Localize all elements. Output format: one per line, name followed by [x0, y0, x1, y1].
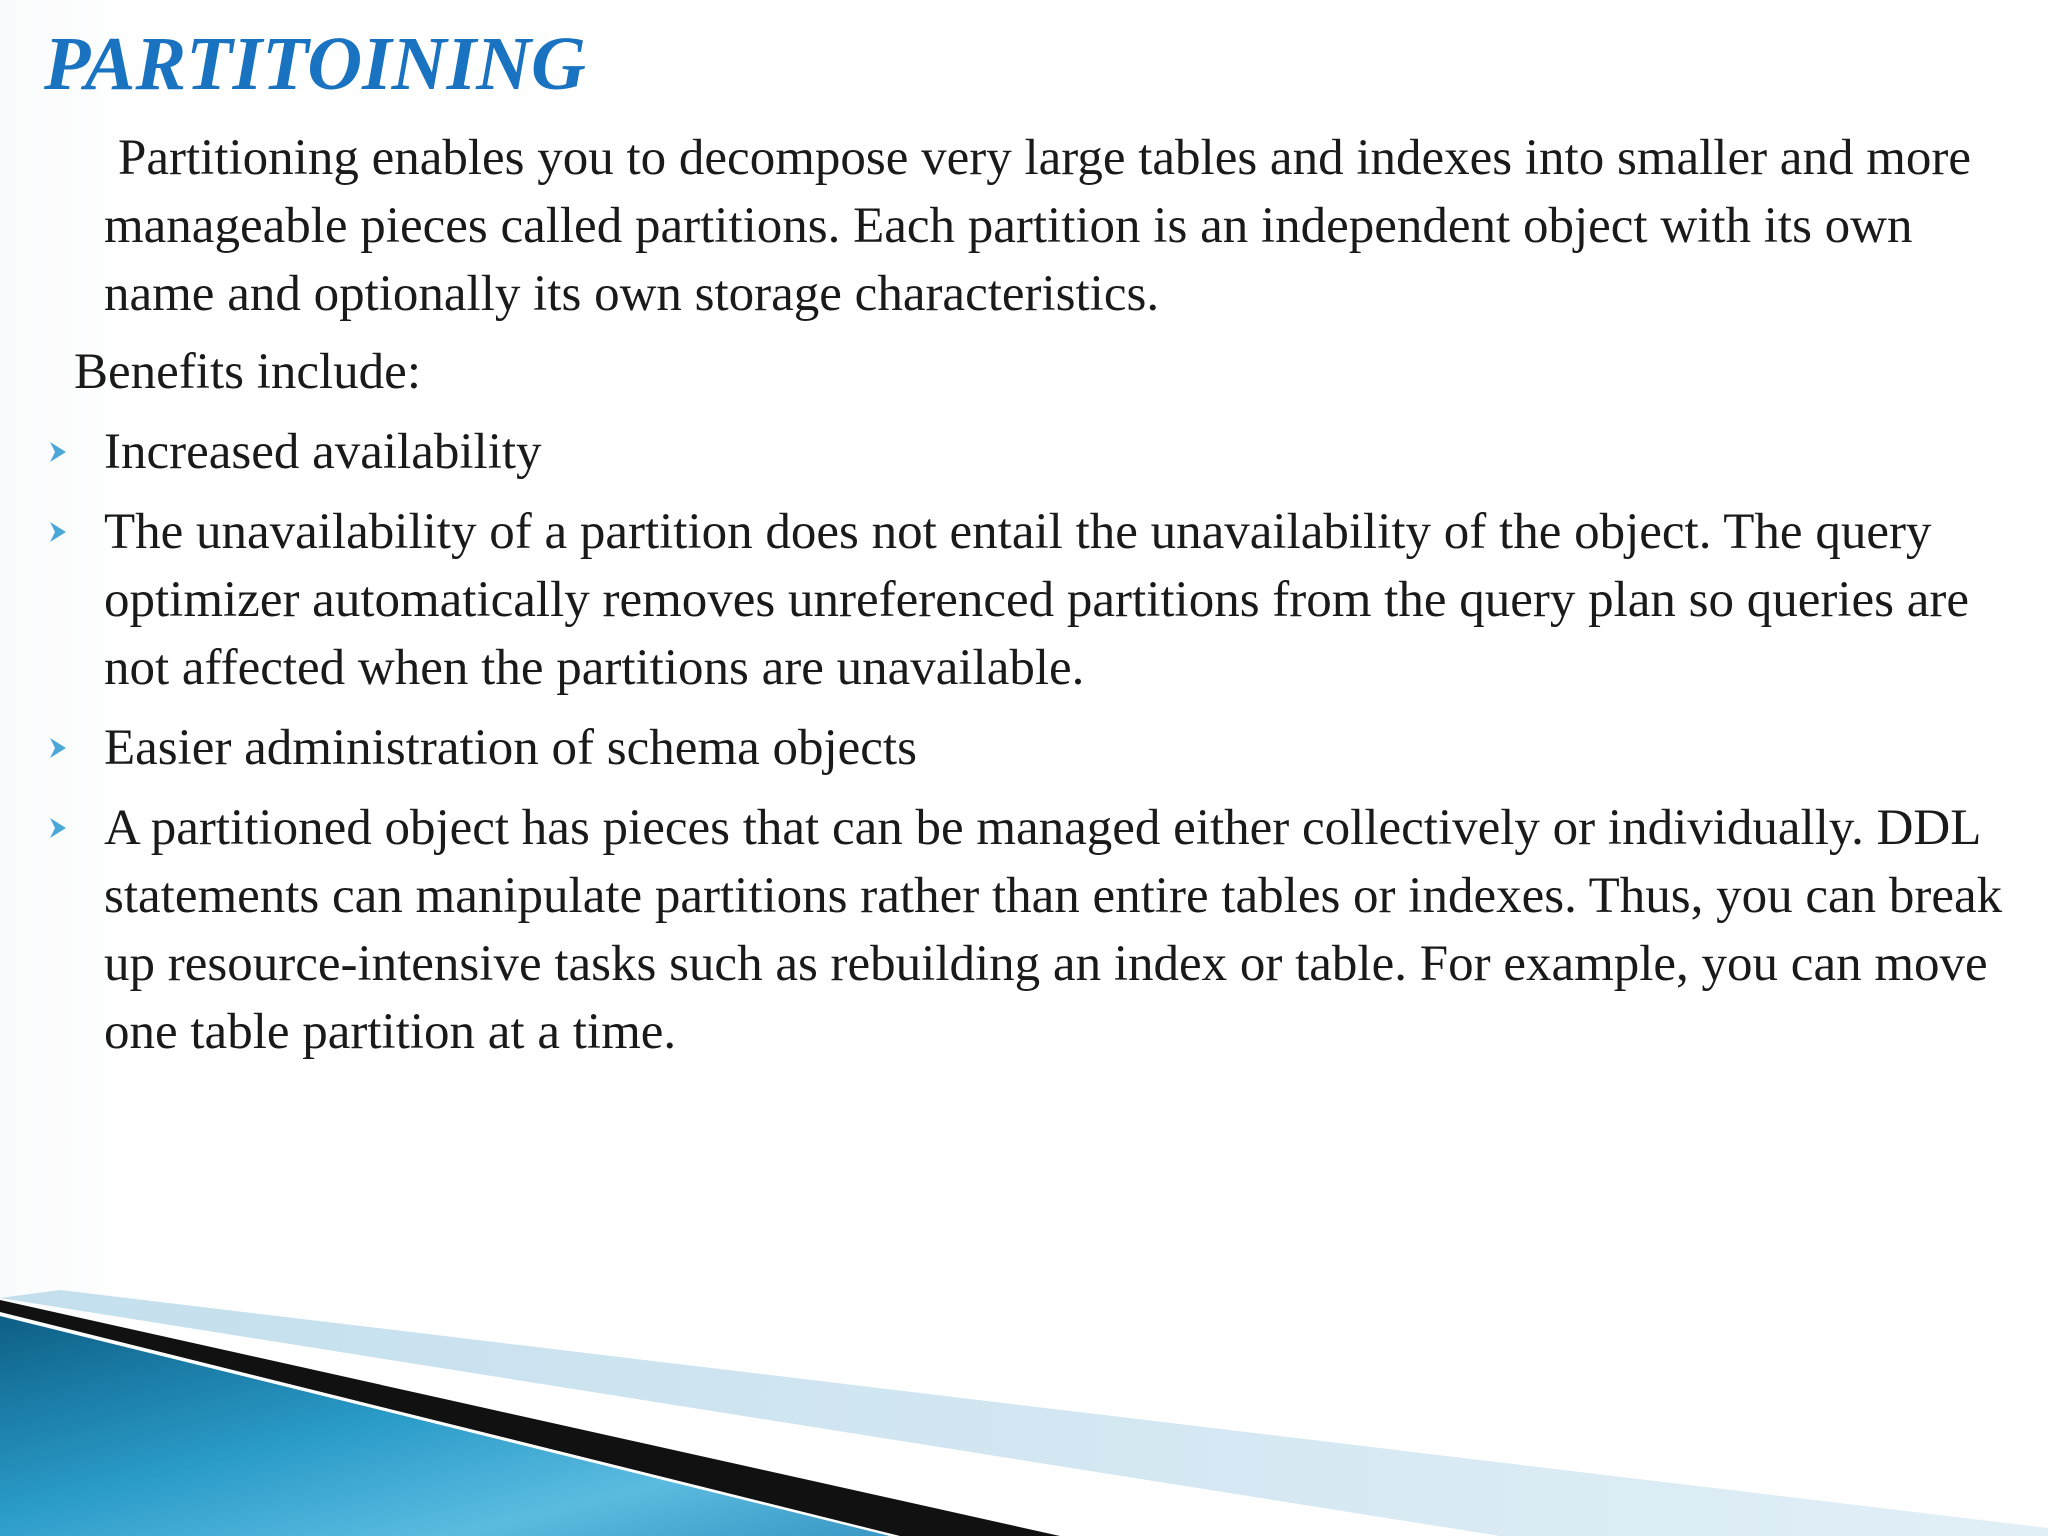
bullet-text: Easier administration of schema objects [104, 720, 917, 776]
arrowhead-bullet-icon [48, 816, 68, 840]
bullet-list [0, 418, 2048, 1078]
slide-title: PARTITOINING [44, 22, 586, 106]
bullet-text: Increased availability [104, 424, 542, 480]
bullet-text: A partitioned object has pieces that can be managed either collectively or individually. DDL statements can manipulate partitions rather than entire tables or indexes. Thus, you can break up resource-intensive tasks such as rebuilding an index or table. For example, you can move one table partition at a time. [104, 800, 2003, 1060]
decorative-swoosh [0, 1290, 2048, 1536]
intro-paragraph: Partitioning enables you to decompose very large tables and indexes into smaller and more manageable pieces called partitions. Each partition is an independent object with its own name and optionally its own storage characteristics. [104, 130, 1971, 322]
arrowhead-bullet-icon [48, 520, 68, 544]
bullet-item [0, 714, 2048, 782]
bullet-item [0, 498, 2048, 702]
arrowhead-bullet-icon [48, 440, 68, 464]
bullet-text: The unavailability of a partition does not entail the unavailability of the object. The query optimizer automatically removes unreferenced partitions from the query plan so queries are not affected when the partitions are unavailable. [104, 504, 1970, 696]
benefits-heading: Benefits include: [74, 344, 421, 400]
bullet-item [0, 418, 2048, 486]
arrowhead-bullet-icon [48, 736, 68, 760]
bullet-item [0, 794, 2048, 1066]
